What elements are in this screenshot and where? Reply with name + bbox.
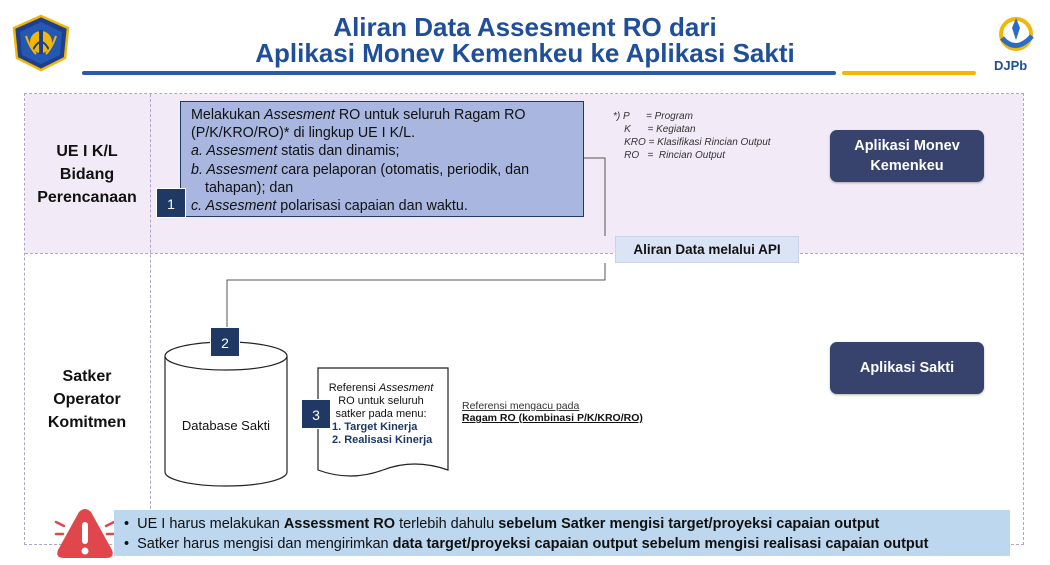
warning-icon: [54, 508, 116, 560]
abbreviation-legend: *) P = Program K = Kegiatan KRO = Klasifikasi Rincian Output RO = Rincian Output: [613, 111, 771, 161]
reference-text: Referensi Assesment RO untuk seluruh satker pada menu: 1. Target Kinerja 2. Realisasi Kinerja: [328, 382, 434, 446]
reference-note-line2: Ragam RO (kombinasi P/K/KRO/RO): [462, 412, 643, 424]
step-badge-3: 3: [301, 399, 331, 429]
app-monev-kemenkeu: Aplikasi Monev Kemenkeu: [830, 130, 984, 182]
step-badge-2: 2: [210, 327, 240, 357]
page-title-line2: Aplikasi Monev Kemenkeu ke Aplikasi Sakti: [255, 38, 795, 68]
app-sakti: Aplikasi Sakti: [830, 342, 984, 394]
lane-label-top: UE I K/L Bidang Perencanaan: [37, 143, 137, 206]
database-label: Database Sakti: [181, 418, 271, 433]
page-title-line1: Aliran Data Assesment RO dari: [333, 12, 717, 42]
bullet-1: • UE I harus melakukan Assessment RO terlebih dahulu sebelum Satker mengisi target/proyeksi capaian output: [124, 516, 880, 532]
djpb-logo-text: DJPb: [994, 58, 1028, 73]
assessment-box: Melakukan Assesment RO untuk seluruh Ragam RO (P/K/KRO/RO)* di lingkup UE I K/L. a. Assesment statis dan dinamis; b. Assesment cara pelaporan (otomatis, periodik, dan tahapan); dan c. Assesment polarisasi capaian dan waktu.: [180, 101, 584, 217]
lane-label-bottom: Satker Operator Komitmen: [47, 368, 127, 431]
api-flow-label: Aliran Data melalui API: [615, 236, 799, 263]
connector-assess-to-api: [584, 158, 605, 236]
reference-note-line1: Referensi mengacu pada: [462, 400, 580, 412]
connector-api-to-db: [227, 263, 605, 328]
bullet-2: • Satker harus mengisi dan mengirimkan data target/proyeksi capaian output sebelum mengisi realisasi capaian output: [124, 536, 929, 552]
bottom-notes: [114, 510, 1010, 556]
database-cylinder: [165, 342, 287, 486]
step-badge-1: 1: [156, 188, 186, 218]
